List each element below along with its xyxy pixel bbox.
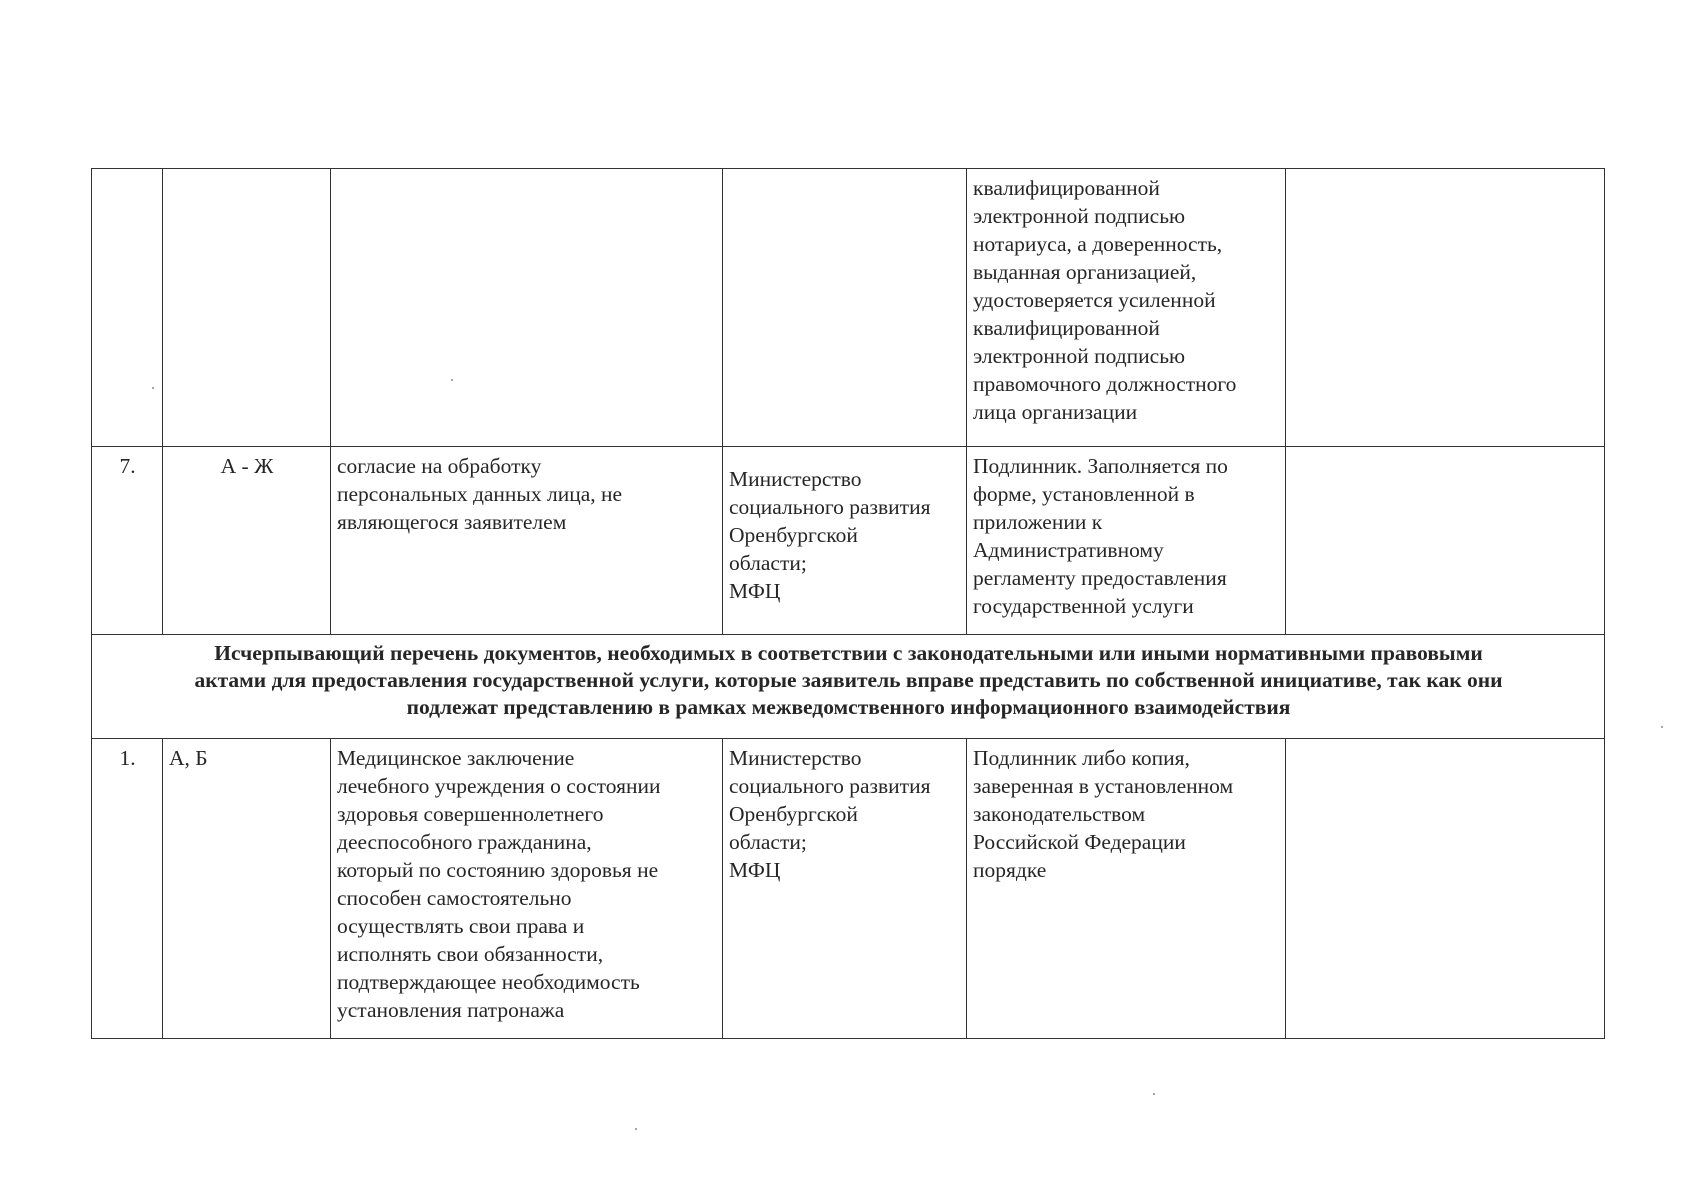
text-line: МФЦ bbox=[729, 579, 781, 603]
heading-line: Исчерпывающий перечень документов, необходимых в соответствии с законодательными или иными нормативными правовыми bbox=[214, 641, 1483, 665]
text-line: персональных данных лица, не bbox=[337, 482, 623, 506]
text-line: заверенная в установленном bbox=[973, 774, 1234, 798]
text-line: который по состоянию здоровья не bbox=[337, 858, 659, 882]
text-line: порядке bbox=[973, 858, 1047, 882]
documents-table bbox=[91, 168, 1605, 1039]
text-line: Министерство bbox=[729, 467, 862, 491]
cell-category: А, Б bbox=[163, 739, 331, 1039]
text-line: квалифицированной bbox=[973, 316, 1160, 340]
scan-speck bbox=[635, 1128, 637, 1130]
table-row-7 bbox=[92, 447, 1605, 635]
cell-issuer bbox=[723, 447, 967, 635]
section-heading-row bbox=[92, 635, 1605, 739]
text-line: правомочного должностного bbox=[973, 372, 1237, 396]
text-line: являющегося заявителем bbox=[337, 510, 567, 534]
text-line: государственной услуги bbox=[973, 594, 1194, 618]
text-line: лица организации bbox=[973, 400, 1138, 424]
text-line: здоровья совершеннолетнего bbox=[337, 802, 604, 826]
cell-num: 7. bbox=[92, 447, 163, 635]
cell-num: 1. bbox=[92, 739, 163, 1039]
text-line: установления патронажа bbox=[337, 998, 565, 1022]
text-line: социального развития bbox=[729, 495, 931, 519]
table-row-1 bbox=[92, 739, 1605, 1039]
cell-document bbox=[331, 739, 723, 1039]
heading-line: актами для предоставления государственной услуги, которые заявитель вправе представить по собственной инициативе, так как они bbox=[194, 668, 1503, 692]
text-line: регламенту предоставления bbox=[973, 566, 1227, 590]
text-line: Оренбургской bbox=[729, 802, 858, 826]
text-line: Подлинник либо копия, bbox=[973, 746, 1190, 770]
text-line: лечебного учреждения о состоянии bbox=[337, 774, 661, 798]
text-line: МФЦ bbox=[729, 858, 781, 882]
cell-category: А - Ж bbox=[163, 447, 331, 635]
scan-speck bbox=[1661, 726, 1663, 728]
cell-issuer bbox=[723, 169, 967, 447]
text-line: осуществлять свои права и bbox=[337, 914, 585, 938]
text-line: Административному bbox=[973, 538, 1164, 562]
cell-note bbox=[1286, 739, 1605, 1039]
cell-issuer bbox=[723, 739, 967, 1039]
text-line: приложении к bbox=[973, 510, 1103, 534]
text-line: дееспособного гражданина, bbox=[337, 830, 592, 854]
text-line: Медицинское заключение bbox=[337, 746, 575, 770]
text-line: квалифицированной bbox=[973, 176, 1160, 200]
text-line: Подлинник. Заполняется по bbox=[973, 454, 1228, 478]
cell-note bbox=[1286, 447, 1605, 635]
text-line: способен самостоятельно bbox=[337, 886, 572, 910]
cell-document bbox=[331, 447, 723, 635]
scan-speck bbox=[1153, 1093, 1155, 1095]
text-line: Оренбургской bbox=[729, 523, 858, 547]
cell-requirements bbox=[967, 739, 1286, 1039]
cell-document bbox=[331, 169, 723, 447]
text-line: выданная организацией, bbox=[973, 260, 1197, 284]
text-line: форме, установленной в bbox=[973, 482, 1195, 506]
text-line: социального развития bbox=[729, 774, 931, 798]
text-line: законодательством bbox=[973, 802, 1146, 826]
table-row-continuation bbox=[92, 169, 1605, 447]
cell-category bbox=[163, 169, 331, 447]
cell-note bbox=[1286, 169, 1605, 447]
text-line: удостоверяется усиленной bbox=[973, 288, 1216, 312]
text-line: области; bbox=[729, 830, 807, 854]
text-line: электронной подписью bbox=[973, 344, 1186, 368]
text-line: Министерство bbox=[729, 746, 862, 770]
text-line: электронной подписью bbox=[973, 204, 1186, 228]
text-line: Российской Федерации bbox=[973, 830, 1186, 854]
text-line: нотариуса, а доверенность, bbox=[973, 232, 1223, 256]
cell-requirements bbox=[967, 169, 1286, 447]
text-line: согласие на обработку bbox=[337, 454, 542, 478]
section-heading bbox=[92, 635, 1605, 739]
cell-requirements bbox=[967, 447, 1286, 635]
heading-line: подлежат представлению в рамках межведомственного информационного взаимодействия bbox=[406, 695, 1291, 719]
text-line: подтверждающее необходимость bbox=[337, 970, 640, 994]
text-line: области; bbox=[729, 551, 807, 575]
text-line: исполнять свои обязанности, bbox=[337, 942, 604, 966]
cell-num bbox=[92, 169, 163, 447]
